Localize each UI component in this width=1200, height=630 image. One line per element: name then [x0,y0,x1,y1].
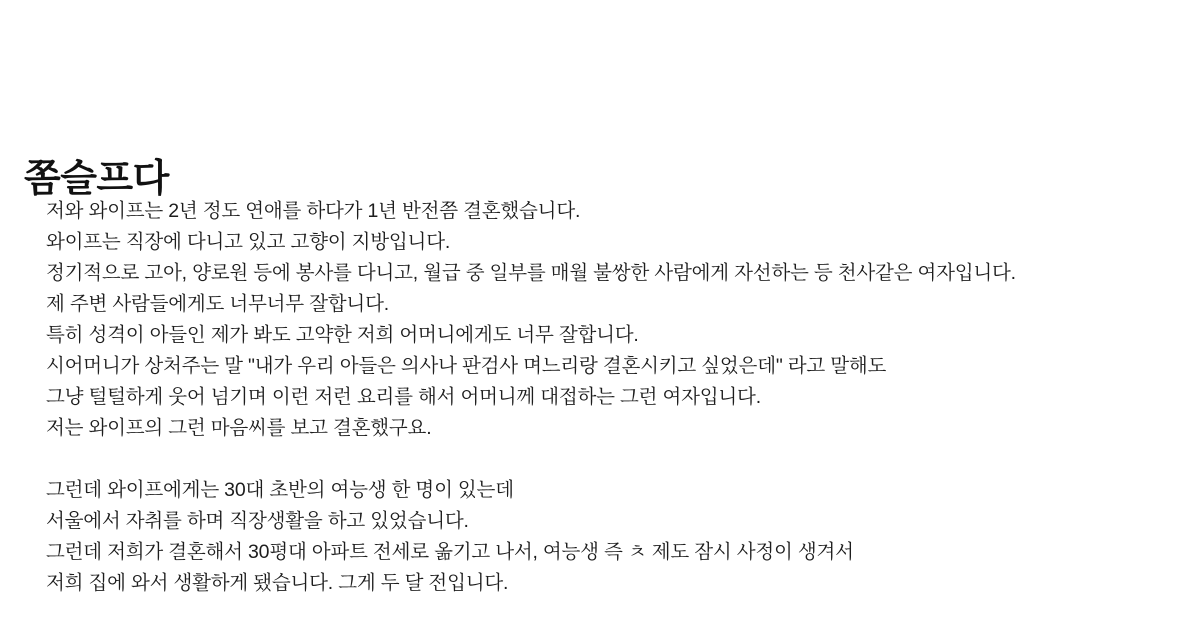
text-line: 제 주변 사람들에게도 너무너무 잘합니다. [46,293,389,315]
page-title: 쫌슬프다 [24,158,169,201]
text-line: 저는 와이프의 그런 마음씨를 보고 결혼했구요. [46,417,432,439]
paragraph-spacer [46,444,1196,475]
text-line: 와이프는 직장에 다니고 있고 고향이 지방입니다. [46,231,451,253]
text-line: 그런데 와이프에게는 30대 초반의 여능생 한 명이 있는데 [46,479,514,501]
text-line: 서울에서 자취를 하며 직장생활을 하고 있었습니다. [46,510,469,532]
text-line: 특히 성격이 아들인 제가 봐도 고약한 저희 어머니에게도 너무 잘합니다. [46,324,639,346]
document-body [46,196,1196,599]
text-line: 시어머니가 상처주는 말 "내가 우리 아들은 의사나 판검사 며느리랑 결혼시키고 싶었은데" 라고 말해도 [46,355,887,377]
text-line: 그런데 저희가 결혼해서 30평대 아파트 전세로 옮기고 나서, 여능생 즉 ㅊ 제도 잠시 사정이 생겨서 [46,541,854,563]
paragraph-2 [46,475,1196,599]
text-line: 그냥 털털하게 웃어 넘기며 이런 저런 요리를 해서 어머니께 대접하는 그런 여자입니다. [46,386,761,408]
text-line: 정기적으로 고아, 양로원 등에 봉사를 다니고, 월급 중 일부를 매월 불쌍한 사람에게 자선하는 등 천사같은 여자입니다. [46,262,1016,284]
text-line: 저와 와이프는 2년 정도 연애를 하다가 1년 반전쯤 결혼했습니다. [46,200,581,222]
paragraph-1 [46,196,1196,444]
text-line: 저희 집에 와서 생활하게 됐습니다. 그게 두 달 전입니다. [46,572,509,594]
